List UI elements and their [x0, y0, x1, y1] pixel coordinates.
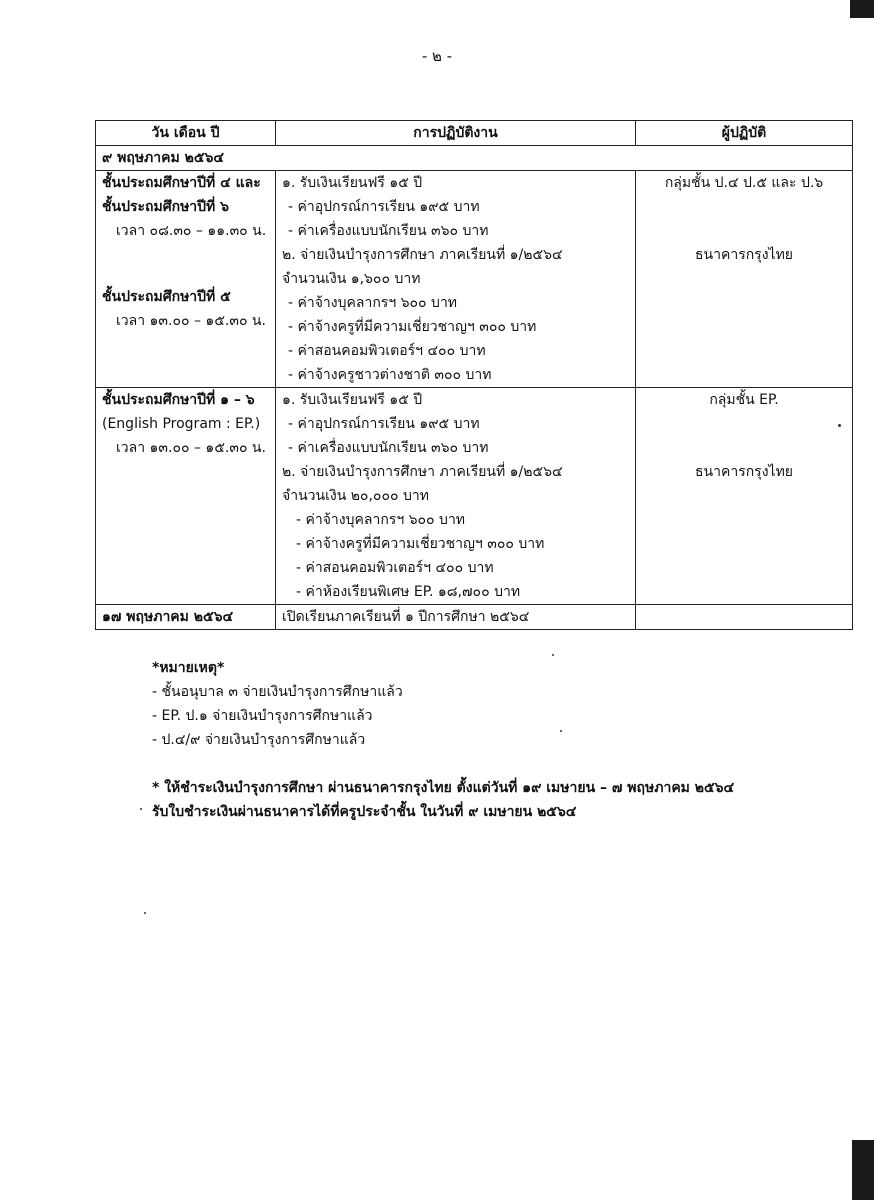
- payment-note-line2: รับใบชำระเงินผ่านธนาคารได้ที่ครูประจำชั้น ในวันที่ ๙ เมษายน ๒๕๖๔: [152, 804, 577, 820]
- action-line: ๑. รับเงินเรียนฟรี ๑๕ ปี: [282, 175, 423, 191]
- action-line: - ค่าเครื่องแบบนักเรียน ๓๖๐ บาท: [288, 440, 489, 456]
- scan-edge-mark: [850, 0, 874, 18]
- cell-responsible-section1: [636, 171, 853, 388]
- open-responsible: [642, 605, 846, 629]
- responsible-group: กลุ่มชั้น ป.๔ ป.๕ และ ป.๖: [664, 175, 824, 191]
- action-line: - ค่าอุปกรณ์การเรียน ๑๙๕ บาท: [288, 416, 480, 432]
- responsible-bank: ธนาคารกรุงไทย: [694, 464, 794, 480]
- action-line: ๒. จ่ายเงินบำรุงการศึกษา ภาคเรียนที่ ๑/๒๕๖๔: [282, 464, 563, 480]
- action-line: - ค่าจ้างบุคลากรฯ ๖๐๐ บาท: [296, 512, 466, 528]
- cell-date-section1: [96, 171, 276, 388]
- program-ep: (English Program : EP.): [102, 416, 261, 432]
- scan-speck: [838, 424, 841, 427]
- scan-edge-mark: [852, 1140, 874, 1200]
- scan-speck: [560, 730, 562, 732]
- cell-action-section2: [276, 388, 636, 605]
- notes-section: [152, 656, 403, 752]
- payment-note-line1: * ให้ชำระเงินบำรุงการศึกษา ผ่านธนาคารกรุงไทย ตั้งแต่วันที่ ๑๙ เมษายน – ๗ พฤษภาคม ๒๕๖๔: [152, 780, 735, 796]
- cell-action-section1: [276, 171, 636, 388]
- page-number: - ๒ -: [421, 47, 453, 65]
- date-label: ๙ พฤษภาคม ๒๕๖๔: [102, 150, 224, 166]
- scan-speck: [140, 808, 142, 810]
- grade-4-6-line2: ชั้นประถมศึกษาปีที่ ๖: [102, 199, 230, 215]
- grade-5: ชั้นประถมศึกษาปีที่ ๕: [102, 289, 231, 305]
- scan-speck: [552, 654, 554, 656]
- time-ep: เวลา ๑๓.๐๐ – ๑๕.๓๐ น.: [116, 440, 266, 456]
- table-row-section3: [96, 605, 853, 630]
- time-morning: เวลา ๐๘.๓๐ – ๑๑.๓๐ น.: [116, 223, 267, 239]
- schedule-table: [95, 120, 853, 630]
- action-line: - ค่าห้องเรียนพิเศษ EP. ๑๘,๗๐๐ บาท: [296, 584, 521, 600]
- action-line: - ค่าสอนคอมพิวเตอร์ฯ ๔๐๐ บาท: [288, 343, 486, 359]
- cell-responsible-section2: [636, 388, 853, 605]
- header-date: วัน เดือน ปี: [96, 121, 276, 146]
- action-line: จำนวนเงิน ๒๐,๐๐๐ บาท: [282, 488, 429, 504]
- cell-action-section3: [276, 605, 636, 630]
- table-row-section2: [96, 388, 853, 605]
- cell-date-section2: [96, 388, 276, 605]
- header-action: การปฏิบัติงาน: [276, 121, 636, 146]
- action-line: - ค่าสอนคอมพิวเตอร์ฯ ๔๐๐ บาท: [296, 560, 494, 576]
- scan-speck: [144, 912, 146, 914]
- open-date: ๑๗ พฤษภาคม ๒๕๖๔: [102, 609, 234, 625]
- grade-ep: ชั้นประถมศึกษาปีที่ ๑ – ๖: [102, 392, 255, 408]
- note-item: - EP. ป.๑ จ่ายเงินบำรุงการศึกษาแล้ว: [152, 708, 373, 724]
- responsible-group: กลุ่มชั้น EP.: [709, 392, 779, 408]
- header-responsible: ผู้ปฏิบัติ: [636, 121, 853, 146]
- table-header-row: [96, 121, 853, 146]
- action-line: - ค่าเครื่องแบบนักเรียน ๓๖๐ บาท: [288, 223, 489, 239]
- section-date-row: [96, 146, 853, 171]
- action-line: - ค่าจ้างครูที่มีความเชี่ยวชาญฯ ๓๐๐ บาท: [296, 536, 545, 552]
- action-line: - ค่าอุปกรณ์การเรียน ๑๙๕ บาท: [288, 199, 480, 215]
- note-item: - ชั้นอนุบาล ๓ จ่ายเงินบำรุงการศึกษาแล้ว: [152, 684, 403, 700]
- action-line: ๒. จ่ายเงินบำรุงการศึกษา ภาคเรียนที่ ๑/๒๕๖๔: [282, 247, 563, 263]
- notes-title: *หมายเหตุ*: [152, 660, 225, 676]
- cell-date-section3: [96, 605, 276, 630]
- grade-4-6-line1: ชั้นประถมศึกษาปีที่ ๔ และ: [102, 175, 261, 191]
- action-line: - ค่าจ้างครูชาวต่างชาติ ๓๐๐ บาท: [288, 367, 492, 383]
- cell-responsible-section3: [636, 605, 853, 630]
- table-row-section1: [96, 171, 853, 388]
- action-line: จำนวนเงิน ๑,๖๐๐ บาท: [282, 271, 421, 287]
- section-date-label: [96, 146, 853, 171]
- open-action: เปิดเรียนภาคเรียนที่ ๑ ปีการศึกษา ๒๕๖๔: [282, 609, 530, 625]
- action-line: ๑. รับเงินเรียนฟรี ๑๕ ปี: [282, 392, 423, 408]
- responsible-bank: ธนาคารกรุงไทย: [694, 247, 794, 263]
- action-line: - ค่าจ้างบุคลากรฯ ๖๐๐ บาท: [288, 295, 458, 311]
- time-afternoon: เวลา ๑๓.๐๐ – ๑๕.๓๐ น.: [116, 313, 266, 329]
- note-item: - ป.๔/๙ จ่ายเงินบำรุงการศึกษาแล้ว: [152, 732, 366, 748]
- payment-note: [152, 776, 734, 824]
- action-line: - ค่าจ้างครูที่มีความเชี่ยวชาญฯ ๓๐๐ บาท: [288, 319, 537, 335]
